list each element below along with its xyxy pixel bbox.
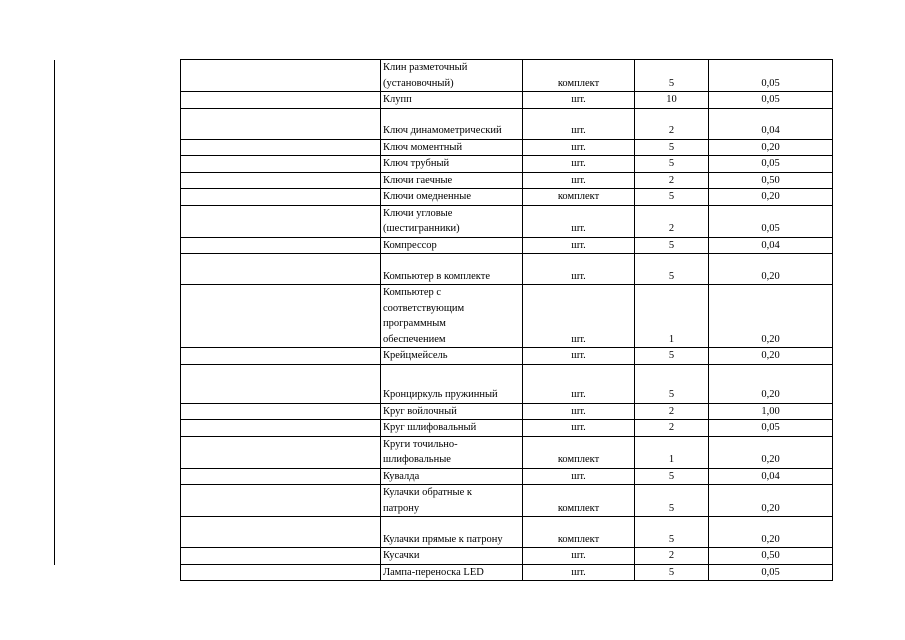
item-name-cell: Кусачки [381,548,523,565]
row-blank-cell [181,237,381,254]
quantity-cell: 5 [635,564,709,581]
unit-cell: шт. [523,172,635,189]
row-blank-cell [181,564,381,581]
table-row [181,436,833,468]
quantity-cell: 5 [635,156,709,173]
quantity-cell: 5 [635,364,709,403]
quantity-cell: 5 [635,60,709,92]
quantity-cell: 5 [635,348,709,365]
item-name-cell: Кулачки прямые к патрону [381,517,523,548]
item-name-cell: Кронциркуль пружинный [381,364,523,403]
coefficient-cell: 0,20 [709,189,833,206]
table-row [181,156,833,173]
page-margin-line [54,60,55,565]
quantity-cell: 5 [635,517,709,548]
row-blank-cell [181,189,381,206]
coefficient-cell: 0,20 [709,285,833,348]
table-row [181,172,833,189]
quantity-cell: 1 [635,285,709,348]
unit-cell: шт. [523,348,635,365]
item-name-cell: Ключ динамометрический [381,108,523,139]
coefficient-cell: 0,04 [709,237,833,254]
item-name-cell: Круги точильно- шлифовальные [381,436,523,468]
item-name-cell: Компьютер в комплекте [381,254,523,285]
item-name-cell: Круг шлифовальный [381,420,523,437]
unit-cell: шт. [523,108,635,139]
item-name-cell: Компрессор [381,237,523,254]
quantity-cell: 2 [635,403,709,420]
table-row [181,420,833,437]
unit-cell: шт. [523,156,635,173]
unit-cell: комплект [523,517,635,548]
table-row [181,139,833,156]
row-blank-cell [181,403,381,420]
unit-cell: комплект [523,485,635,517]
row-blank-cell [181,348,381,365]
coefficient-cell: 0,20 [709,364,833,403]
quantity-cell: 2 [635,548,709,565]
unit-cell: комплект [523,60,635,92]
unit-cell: комплект [523,436,635,468]
quantity-cell: 10 [635,92,709,109]
table-row [181,254,833,285]
row-blank-cell [181,254,381,285]
coefficient-cell: 0,05 [709,564,833,581]
item-name-cell: Ключ трубный [381,156,523,173]
item-name-cell: Кувалда [381,468,523,485]
row-blank-cell [181,436,381,468]
item-name-cell: Ключи угловые (шестигранники) [381,205,523,237]
row-blank-cell [181,420,381,437]
item-name-cell: Ключ моментный [381,139,523,156]
row-blank-cell [181,548,381,565]
unit-cell: шт. [523,548,635,565]
quantity-cell: 5 [635,237,709,254]
table-row [181,548,833,565]
row-blank-cell [181,468,381,485]
item-name-cell: Кулачки обратные к патрону [381,485,523,517]
coefficient-cell: 0,20 [709,436,833,468]
coefficient-cell: 0,05 [709,156,833,173]
equipment-table [180,59,833,581]
table-row [181,364,833,403]
row-blank-cell [181,285,381,348]
coefficient-cell: 0,05 [709,92,833,109]
quantity-cell: 2 [635,108,709,139]
table-row [181,348,833,365]
unit-cell: шт. [523,403,635,420]
quantity-cell: 2 [635,420,709,437]
coefficient-cell: 0,20 [709,485,833,517]
item-name-cell: Клин разметочный (установочный) [381,60,523,92]
unit-cell: шт. [523,364,635,403]
unit-cell: шт. [523,254,635,285]
item-name-cell: Клупп [381,92,523,109]
quantity-cell: 5 [635,254,709,285]
row-blank-cell [181,364,381,403]
item-name-cell: Крейцмейсель [381,348,523,365]
item-name-cell: Ключи гаечные [381,172,523,189]
row-blank-cell [181,139,381,156]
table-row [181,108,833,139]
row-blank-cell [181,92,381,109]
item-name-cell: Круг войлочный [381,403,523,420]
quantity-cell: 1 [635,436,709,468]
table-row [181,92,833,109]
table-row [181,468,833,485]
quantity-cell: 5 [635,468,709,485]
coefficient-cell: 1,00 [709,403,833,420]
unit-cell: шт. [523,420,635,437]
coefficient-cell: 0,20 [709,254,833,285]
unit-cell: шт. [523,237,635,254]
unit-cell: шт. [523,205,635,237]
unit-cell: шт. [523,564,635,581]
coefficient-cell: 0,05 [709,420,833,437]
table-row [181,485,833,517]
row-blank-cell [181,485,381,517]
item-name-cell: Компьютер с соответствующим программным обеспечением [381,285,523,348]
unit-cell: комплект [523,189,635,206]
table-row [181,285,833,348]
coefficient-cell: 0,20 [709,348,833,365]
unit-cell: шт. [523,139,635,156]
row-blank-cell [181,172,381,189]
item-name-cell: Лампа-переноска LED [381,564,523,581]
equipment-table-body [181,60,833,581]
quantity-cell: 5 [635,189,709,206]
unit-cell: шт. [523,285,635,348]
coefficient-cell: 0,05 [709,60,833,92]
table-row [181,403,833,420]
table-row [181,205,833,237]
row-blank-cell [181,517,381,548]
item-name-cell: Ключи омедненные [381,189,523,206]
coefficient-cell: 0,05 [709,205,833,237]
row-blank-cell [181,156,381,173]
coefficient-cell: 0,04 [709,108,833,139]
unit-cell: шт. [523,468,635,485]
coefficient-cell: 0,20 [709,139,833,156]
coefficient-cell: 0,50 [709,172,833,189]
quantity-cell: 5 [635,485,709,517]
table-row [181,189,833,206]
quantity-cell: 2 [635,172,709,189]
coefficient-cell: 0,50 [709,548,833,565]
table-row [181,60,833,92]
coefficient-cell: 0,04 [709,468,833,485]
table-row [181,237,833,254]
row-blank-cell [181,108,381,139]
table-row [181,517,833,548]
coefficient-cell: 0,20 [709,517,833,548]
quantity-cell: 5 [635,139,709,156]
row-blank-cell [181,205,381,237]
table-row [181,564,833,581]
unit-cell: шт. [523,92,635,109]
row-blank-cell [181,60,381,92]
quantity-cell: 2 [635,205,709,237]
